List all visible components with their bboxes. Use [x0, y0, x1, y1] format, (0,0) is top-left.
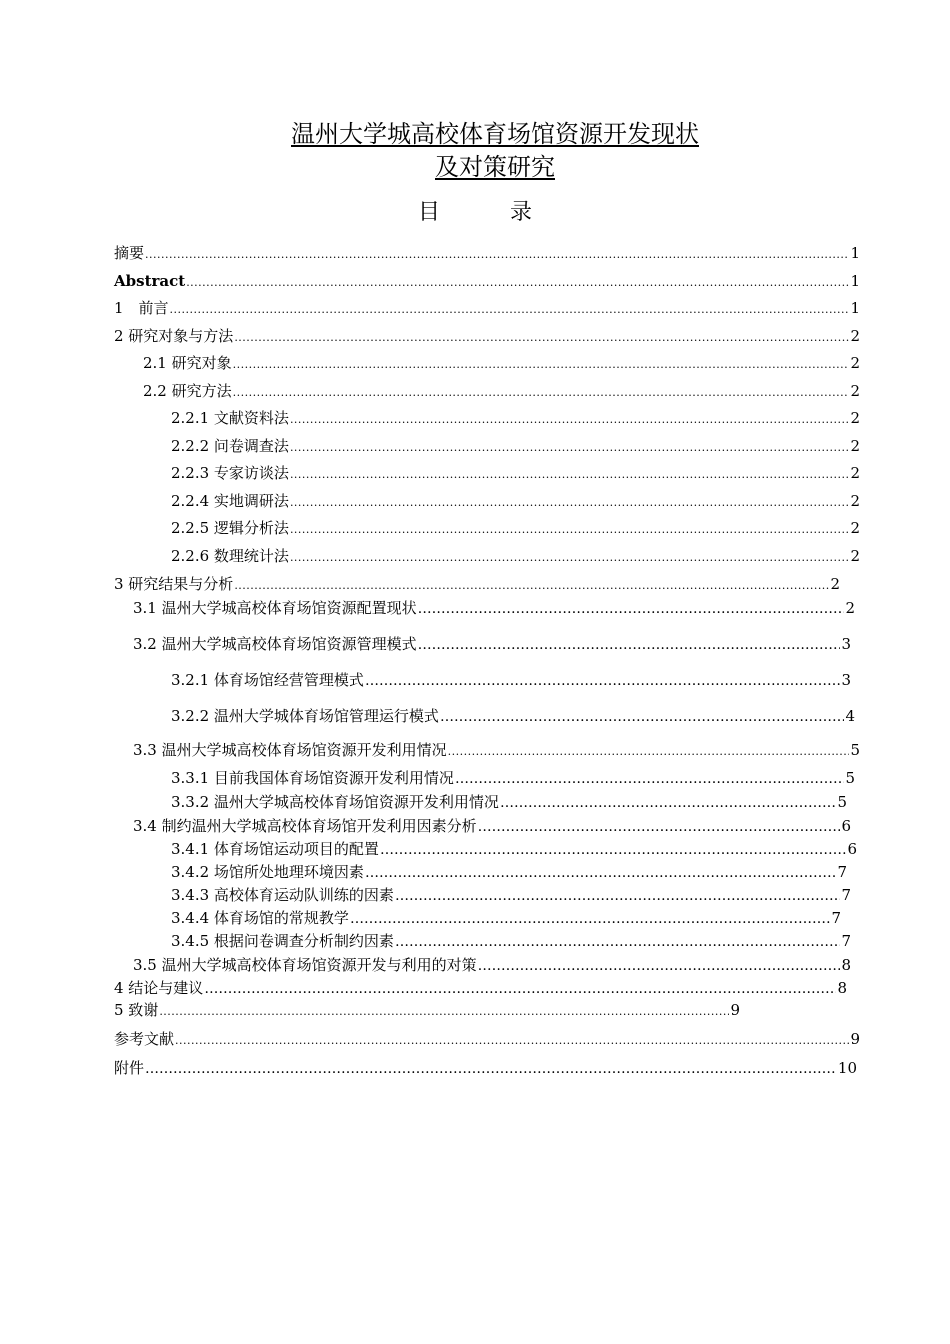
- toc-heading: [0, 195, 950, 226]
- toc-entry-label: 3.3 温州大学城高校体育场馆资源开发利用情况: [133, 741, 447, 759]
- toc-entry[interactable]: [114, 1058, 857, 1079]
- toc-leader: [395, 932, 841, 952]
- toc-entry-page: 2: [845, 599, 855, 617]
- toc-entry[interactable]: [171, 862, 847, 883]
- toc-leader: [175, 1031, 849, 1051]
- toc-entry-label: 3.3.1 目前我国体育场馆资源开发利用情况: [171, 769, 454, 787]
- toc-entry-page: 8: [837, 979, 847, 997]
- toc-entry-label: 1 前言: [114, 299, 169, 317]
- toc-leader: [365, 671, 841, 691]
- toc-entry-label: 附件: [114, 1059, 145, 1077]
- toc-leader: [365, 863, 837, 883]
- toc-entry-page: 7: [841, 932, 851, 950]
- toc-entry-label: 2.1 研究对象: [143, 354, 232, 372]
- toc-entry[interactable]: [171, 670, 851, 691]
- toc-entry-page: 5: [845, 769, 855, 787]
- toc-leader: [478, 817, 841, 837]
- toc-leader: [350, 909, 831, 929]
- toc-entry-page: 8: [841, 956, 851, 974]
- toc-leader: [204, 979, 836, 999]
- toc-leader: [234, 576, 829, 596]
- toc-entry[interactable]: [171, 885, 851, 906]
- toc-entry-page: 5: [837, 793, 847, 811]
- toc-entry-page: 3: [841, 671, 851, 689]
- toc-heading-char1: 目: [417, 200, 440, 225]
- toc-entry-page: 2: [850, 437, 860, 455]
- toc-entry[interactable]: [114, 978, 847, 999]
- toc-entry-page: 1: [850, 299, 860, 317]
- toc-entry[interactable]: [171, 931, 851, 952]
- toc-entry[interactable]: [114, 298, 860, 320]
- toc-entry[interactable]: [171, 518, 860, 540]
- toc-leader: [290, 410, 850, 430]
- toc-entry[interactable]: [133, 598, 855, 619]
- toc-entry-label: 2.2.5 逻辑分析法: [171, 519, 289, 537]
- toc-entry[interactable]: [143, 353, 860, 375]
- toc-entry-page: 1: [850, 244, 860, 262]
- toc-entry-label: 2.2.4 实地调研法: [171, 492, 289, 510]
- toc-entry[interactable]: [171, 491, 860, 513]
- toc-leader: [290, 493, 850, 513]
- toc-entry[interactable]: [171, 839, 857, 860]
- toc-entry[interactable]: [171, 408, 860, 430]
- toc-entry[interactable]: [171, 436, 860, 458]
- toc-entry-label: 3.2 温州大学城高校体育场馆资源管理模式: [133, 635, 417, 653]
- toc-leader: [186, 273, 849, 293]
- toc-entry-label: Abstract: [114, 272, 186, 290]
- toc-entry-label: 摘要: [114, 244, 145, 262]
- toc-entry[interactable]: [171, 463, 860, 485]
- toc-entry-label: 3.4.4 体育场馆的常规教学: [171, 909, 349, 927]
- toc-leader: [478, 956, 841, 976]
- toc-leader: [440, 707, 845, 727]
- toc-entry-page: 2: [850, 409, 860, 427]
- toc-leader: [145, 1059, 837, 1079]
- toc-entry-page: 6: [841, 817, 851, 835]
- toc-entry[interactable]: [133, 816, 851, 837]
- toc-entry-page: 2: [850, 354, 860, 372]
- toc-entry-page: 7: [831, 909, 841, 927]
- toc-leader: [233, 355, 850, 375]
- toc-leader: [418, 635, 841, 655]
- toc-leader: [448, 742, 850, 762]
- toc-leader: [290, 520, 850, 540]
- toc-entry[interactable]: [171, 768, 855, 789]
- toc-entry[interactable]: [171, 792, 847, 813]
- toc-entry[interactable]: [114, 326, 860, 348]
- toc-leader: [233, 383, 850, 403]
- toc-leader: [380, 840, 847, 860]
- toc-leader: [500, 793, 837, 813]
- toc-entry-page: 7: [837, 863, 847, 881]
- toc-entry-page: 5: [850, 741, 860, 759]
- toc-entry-label: 3 研究结果与分析: [114, 575, 234, 593]
- toc-entry-page: 2: [850, 492, 860, 510]
- toc-entry-page: 4: [845, 707, 855, 725]
- toc-entry-label: 参考文献: [114, 1030, 175, 1048]
- toc-entry-page: 7: [841, 886, 851, 904]
- toc-entry[interactable]: [114, 271, 860, 293]
- toc-entry-page: 2: [850, 519, 860, 537]
- toc-entry-label: 3.4.1 体育场馆运动项目的配置: [171, 840, 379, 858]
- toc-entry-page: 2: [830, 575, 840, 593]
- toc-entry[interactable]: [133, 955, 851, 976]
- toc-entry[interactable]: [133, 740, 860, 762]
- toc-entry-label: 3.4.3 高校体育运动队训练的因素: [171, 886, 394, 904]
- toc-entry-page: 2: [850, 327, 860, 345]
- toc-entry-label: 2.2.1 文献资料法: [171, 409, 289, 427]
- toc-entry-label: 3.2.2 温州大学城体育场馆管理运行模式: [171, 707, 439, 725]
- toc-leader: [290, 438, 850, 458]
- toc-entry[interactable]: [133, 634, 851, 655]
- toc-entry[interactable]: [114, 574, 840, 596]
- toc-entry[interactable]: [114, 1000, 740, 1022]
- toc-entry-page: 9: [730, 1001, 740, 1019]
- toc-leader: [290, 548, 850, 568]
- toc-leader: [145, 245, 849, 265]
- toc-leader: [159, 1002, 729, 1022]
- toc-entry[interactable]: [114, 1029, 860, 1051]
- toc-leader: [234, 328, 849, 348]
- toc-entry-label: 4 结论与建议: [114, 979, 204, 997]
- toc-entry-label: 3.4.5 根据问卷调查分析制约因素: [171, 932, 394, 950]
- toc-entry-page: 2: [850, 382, 860, 400]
- toc-entry-page: 6: [847, 840, 857, 858]
- toc-entry-label: 2.2.3 专家访谈法: [171, 464, 289, 482]
- document-title-line1: 温州大学城高校体育场馆资源开发现状: [291, 120, 699, 148]
- toc-entry-label: 3.5 温州大学城高校体育场馆资源开发与利用的对策: [133, 956, 477, 974]
- toc-entry-label: 3.3.2 温州大学城高校体育场馆资源开发利用情况: [171, 793, 499, 811]
- toc-entry-label: 3.1 温州大学城高校体育场馆资源配置现状: [133, 599, 417, 617]
- toc-entry[interactable]: [143, 381, 860, 403]
- toc-leader: [170, 300, 850, 320]
- toc-entry-page: 9: [850, 1030, 860, 1048]
- toc-entry-label: 2.2.2 问卷调查法: [171, 437, 289, 455]
- toc-entry-label: 2.2.6 数理统计法: [171, 547, 289, 565]
- toc-entry[interactable]: [114, 243, 860, 265]
- toc-entry[interactable]: [171, 908, 841, 929]
- toc-entry-label: 2 研究对象与方法: [114, 327, 234, 345]
- toc-heading-char2: 录: [510, 200, 533, 225]
- toc-entry-label: 5 致谢: [114, 1001, 159, 1019]
- toc-leader: [290, 465, 850, 485]
- toc-entry-page: 1: [850, 272, 860, 290]
- toc-entry-label: 3.4.2 场馆所处地理环境因素: [171, 863, 364, 881]
- toc-entry-page: 3: [841, 635, 851, 653]
- toc-entry-label: 2.2 研究方法: [143, 382, 232, 400]
- toc-leader: [395, 886, 841, 906]
- toc-entry-page: 10: [837, 1059, 857, 1077]
- toc-entry-page: 2: [850, 547, 860, 565]
- document-title-line2: 及对策研究: [435, 153, 555, 181]
- toc-entry[interactable]: [171, 706, 855, 727]
- toc-entry[interactable]: [171, 546, 860, 568]
- toc-entry-label: 3.2.1 体育场馆经营管理模式: [171, 671, 364, 689]
- toc-entry-page: 2: [850, 464, 860, 482]
- toc-leader: [455, 769, 845, 789]
- toc-leader: [418, 599, 845, 619]
- toc-entry-label: 3.4 制约温州大学城高校体育场馆开发利用因素分析: [133, 817, 477, 835]
